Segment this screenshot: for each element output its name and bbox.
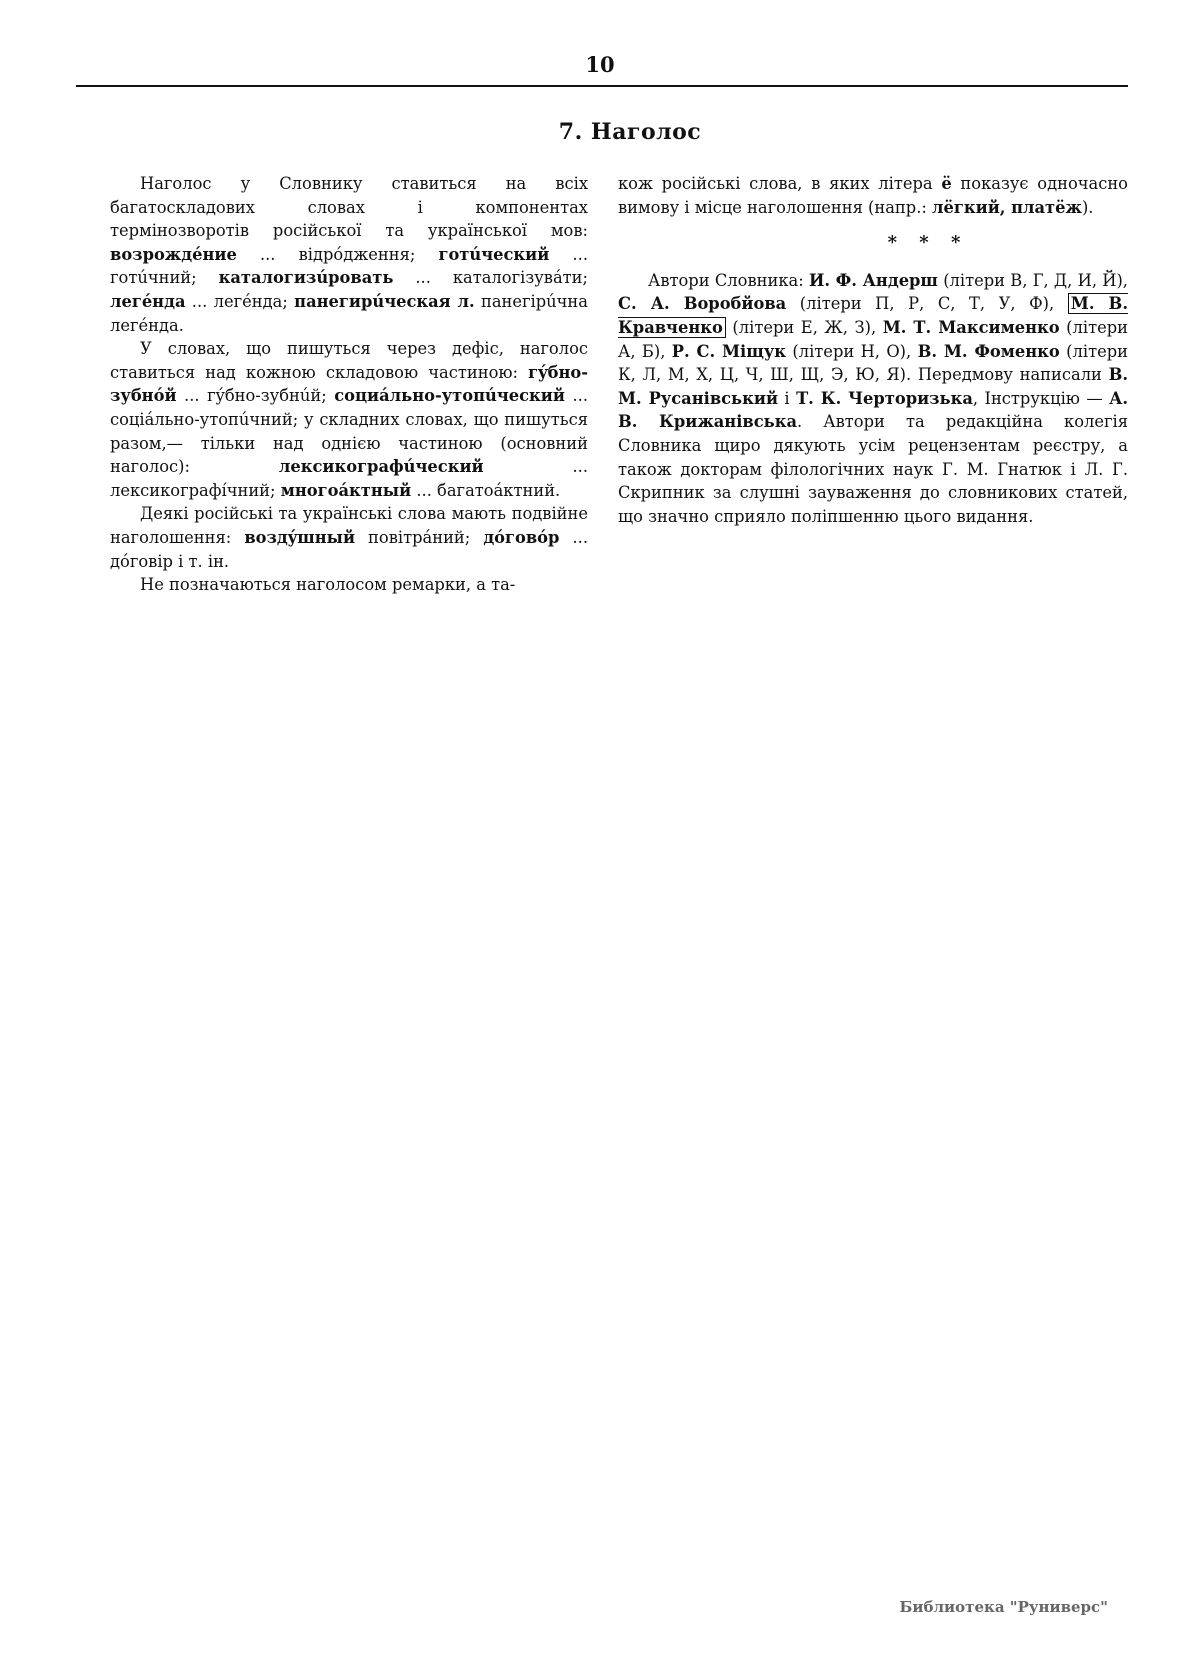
author-fomenko: В. М. Фоменко	[917, 341, 1060, 361]
text-run: У словах, що пишуться через дефіс, наголос ставиться над кожною складовою частиною:	[110, 339, 588, 382]
text-run: ).	[1081, 197, 1094, 217]
paragraph-double-stress	[110, 502, 588, 573]
text-run: ... легéнда;	[185, 291, 295, 311]
author-andersh-letters: (літери В, Г, Д, И, Й),	[937, 270, 1128, 290]
header-rule	[76, 85, 1128, 87]
text-run: ... лексикографíчний;	[110, 457, 589, 500]
right-column	[618, 172, 1128, 528]
author-maksymenko: М. Т. Максименко	[882, 317, 1060, 337]
text-run: ... готúчний;	[110, 244, 589, 288]
library-watermark: Библиотека "Руниверс"	[899, 1598, 1108, 1616]
left-column	[110, 172, 588, 597]
text-run: панегірúчна легéнда.	[110, 291, 588, 335]
text-run: показує одночасно вимову і місце наголошення (напр.:	[618, 174, 1128, 217]
text-run: ... гýбно-зубнúй;	[176, 386, 335, 406]
paragraph-authors	[618, 269, 1128, 529]
preface-author-chertoryzka: Т. К. Черторизька	[796, 388, 973, 408]
text-run: ... дóговір і т. ін.	[110, 527, 588, 571]
headword-bold: многоáктный	[280, 480, 412, 500]
section-separator: * * *	[887, 232, 969, 254]
text-run: ... багатоáктний.	[411, 480, 561, 500]
section-heading: 7. Наголос	[558, 119, 702, 145]
author-mishchuk: Р. С. Міщук	[671, 341, 787, 361]
headword-bold: гýбно-зубнóй	[110, 362, 588, 406]
author-mishchuk-letters: (літери Н, О),	[786, 341, 918, 361]
author-kravchenko: М. В. Кравченко	[618, 294, 1128, 337]
headword-bold: каталогизúровать	[218, 268, 394, 288]
headword-bold: ё	[941, 174, 952, 193]
text-run: кож російські слова, в яких літера	[618, 174, 942, 193]
text-run: Деякі російські та українські слова мають подвійне наголошення:	[110, 504, 588, 547]
author-vorobiova-letters: (літери П, Р, С, Т, У, Ф),	[786, 294, 1068, 314]
text-run: ... каталогізувáти;	[393, 268, 588, 288]
text-run: ... відрóдження;	[236, 244, 439, 264]
author-fomenko-letters: (літери К, Л, М, Х, Ц, Ч, Ш, Щ, Э, Ю, Я). Передмову написали	[618, 341, 1128, 385]
headword-bold: легéнда	[110, 291, 186, 311]
headword-bold: лексикографúческий	[278, 457, 484, 477]
headword-bold: готúческий	[438, 244, 550, 264]
text-run: Не позначаються наголосом ремарки, а та-	[140, 575, 516, 595]
author-kravchenko-letters: (літери Е, Ж, З),	[725, 317, 883, 337]
text-run: повітрáний;	[355, 527, 484, 547]
paragraph-remarks	[110, 573, 588, 597]
instruction-author-kryzhanivska: А. В. Крижанівська	[618, 388, 1129, 432]
headword-bold: лёгкий, платёж	[932, 197, 1082, 217]
headword-bold: панегирúческая л.	[294, 291, 475, 311]
text-run: Наголос у Словнику ставиться на всіх багатоскладових словах і компонентах термінозворотів російської та української мов:	[110, 174, 588, 241]
acknowledgement-text: . Автори та редакційна колегія Словника щиро дякують усім рецензентам реєстру, а також докторам філологічних наук Г. М. Гнатюк і Л. Г. Скрипник за слушні зауваження до словникових статей, що значно сприяло поліпшенню цього видання.	[618, 412, 1128, 526]
preface-and: і	[778, 388, 797, 408]
headword-bold: возрождéние	[110, 244, 237, 264]
author-vorobiova: С. А. Воробйова	[618, 294, 787, 314]
author-maksymenko-letters: (літери А, Б),	[618, 317, 1128, 361]
headword-bold: социáльно-утопúческий	[334, 386, 565, 406]
author-andersh: И. Ф. Андерш	[808, 270, 938, 290]
preface-author-rusanivskyi: В. М. Русанівський	[618, 365, 1128, 408]
page-number: 10	[585, 52, 615, 77]
paragraph-stress-rule	[110, 172, 588, 337]
text-run: ... соціáльно-утопúчний; у складних словах, що пишуться разом,— тільки над однією частиною (основний наголос):	[110, 386, 588, 477]
headword-bold: дóговóр	[483, 527, 560, 547]
paragraph-hyphenated-words	[110, 337, 588, 502]
headword-bold: воздýшный	[244, 527, 356, 547]
paragraph-yo-letter	[618, 172, 1128, 219]
instruction-text: , Інструкцію —	[972, 388, 1110, 408]
authors-intro: Автори Словника:	[648, 270, 809, 290]
